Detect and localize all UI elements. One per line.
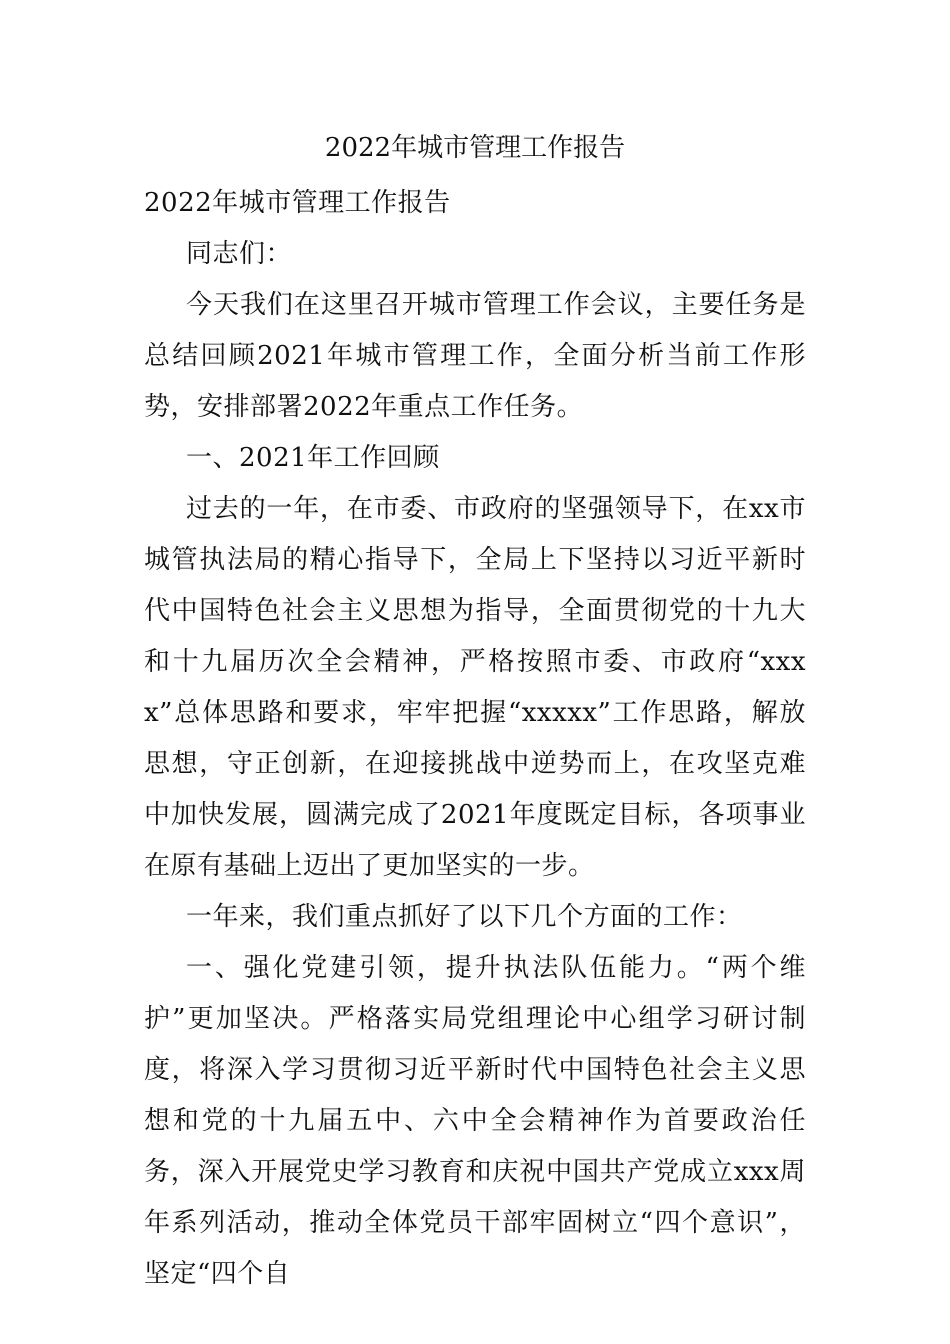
paragraph-key-work-intro: 一年来，我们重点抓好了以下几个方面的工作： (186, 902, 743, 932)
document-title: 2022年城市管理工作报告 (324, 133, 626, 163)
document-body (144, 178, 806, 1300)
paragraph-subtitle: 2022年城市管理工作报告 (144, 188, 451, 218)
paragraph-intro: 今天我们在这里召开城市管理工作会议，主要任务是总结回顾2021年城市管理工作，全面分析当前工作形势，安排部署2022年重点工作任务。 (144, 290, 806, 422)
paragraph-salutation: 同志们： (186, 239, 293, 269)
paragraph-review-summary: 过去的一年，在市委、市政府的坚强领导下，在xx市城管执法局的精心指导下，全局上下坚持以习近平新时代中国特色社会主义思想为指导，全面贯彻党的十九大和十九届历次全会精神，严格按照市委、市政府“xxxx”总体思路和要求，牢牢把握“xxxxx”工作思路，解放思想，守正创新，在迎接挑战中逆势而上，在攻坚克难中加快发展，圆满完成了2021年度既定目标，各项事业在原有基础上迈出了更加坚实的一步。 (144, 494, 806, 881)
section-heading-review: 一、2021年工作回顾 (186, 443, 440, 473)
paragraph-party-building: 一、强化党建引领，提升执法队伍能力。“两个维护”更加坚决。严格落实局党组理论中心组学习研讨制度，将深入学习贯彻习近平新时代中国特色社会主义思想和党的十九届五中、六中全会精神作为首要政治任务，深入开展党史学习教育和庆祝中国共产党成立xxx周年系列活动，推动全体党员干部牢固树立“四个意识”，坚定“四个自 (144, 953, 806, 1289)
